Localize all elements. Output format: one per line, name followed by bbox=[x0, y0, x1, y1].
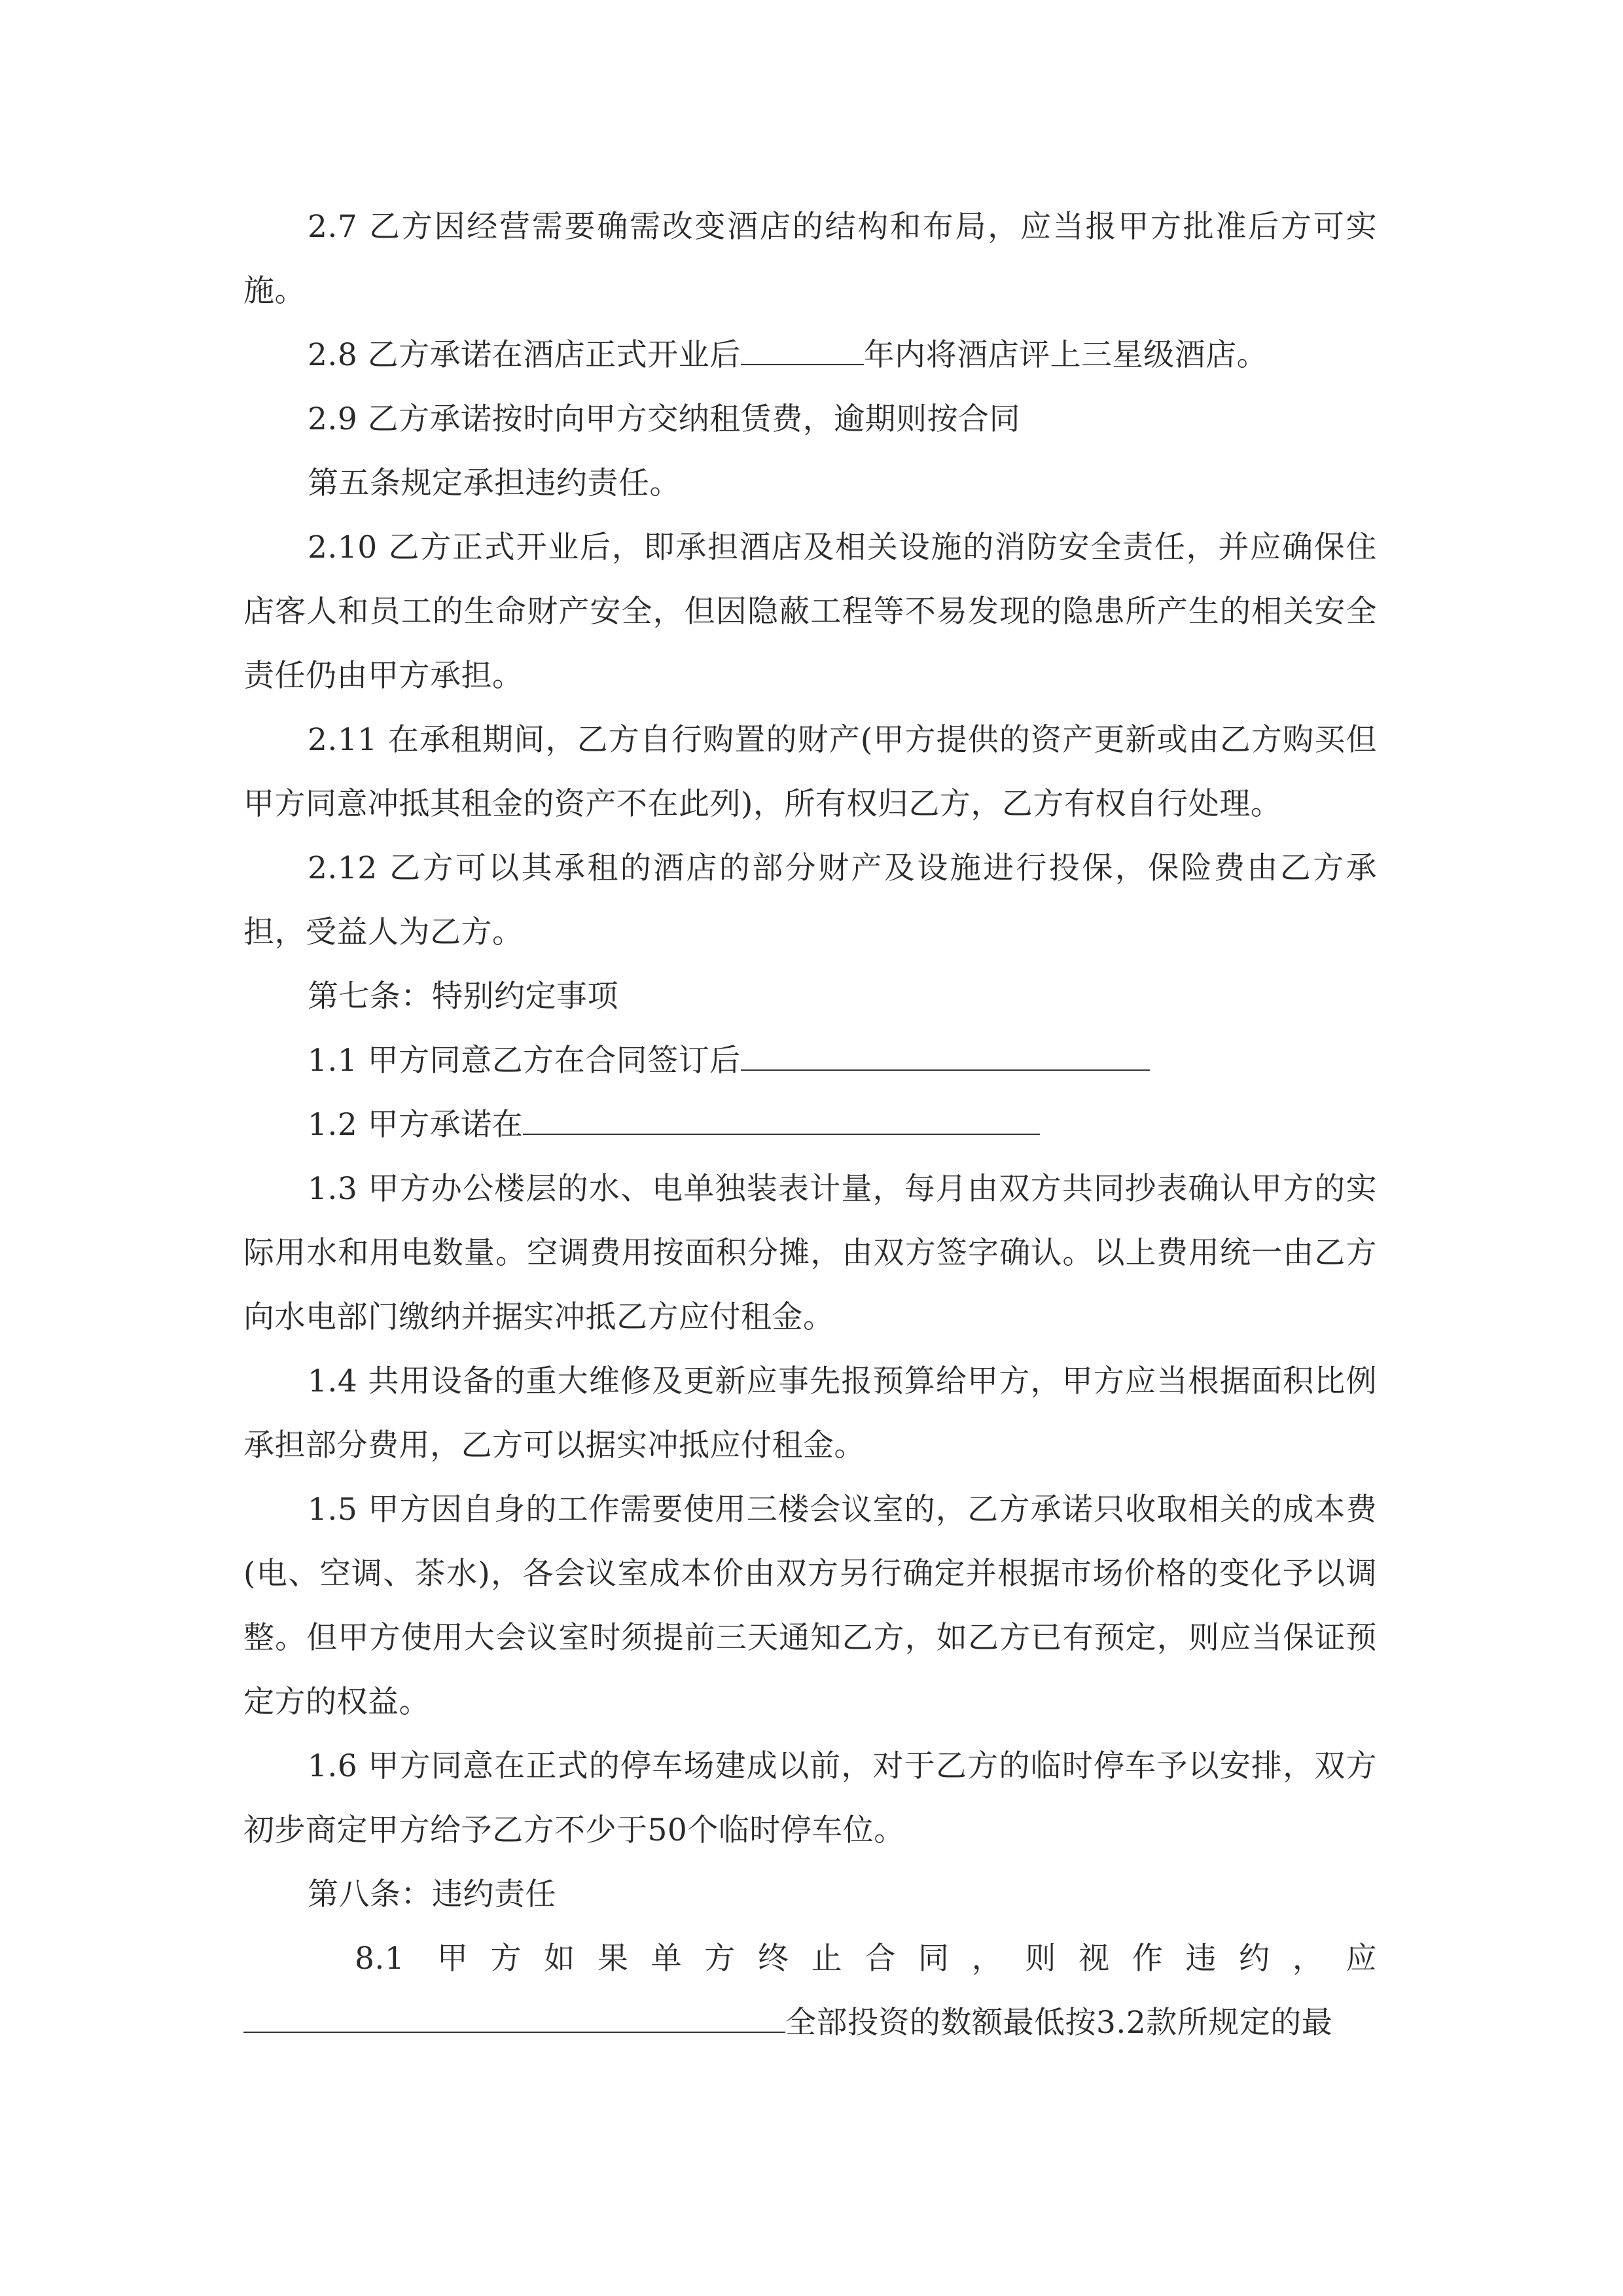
fill-in-blank-1-2[interactable] bbox=[523, 1107, 1040, 1135]
paragraph-2-10: 2.10 乙方正式开业后，即承担酒店及相关设施的消防安全责任，并应确保住店客人和员工的生命财产安全，但因隐蔽工程等不易发现的隐患所产生的相关安全责任仍由甲方承担。 bbox=[243, 529, 1377, 694]
fill-in-blank-1-1[interactable] bbox=[741, 1043, 1150, 1071]
fill-in-blank-8-1[interactable] bbox=[243, 2005, 785, 2033]
paragraph-8-1-continued bbox=[243, 1991, 1377, 2055]
paragraph-1-2-text: 1.2 甲方承诺在 bbox=[308, 1107, 524, 1143]
paragraph-2-9: 2.9 乙方承诺按时向甲方交纳租赁费，逾期则按合同 bbox=[308, 401, 1021, 437]
paragraph-1-3: 1.3 甲方办公楼层的水、电单独装表计量，每月由双方共同抄表确认甲方的实际用水和用电数量。空调费用按面积分摊，由双方签字确认。以上费用统一由乙方向水电部门缴纳并据实冲抵乙方应付租金。 bbox=[243, 1171, 1377, 1335]
paragraph-1-4: 1.4 共用设备的重大维修及更新应事先报预算给甲方，甲方应当根据面积比例承担部分费用，乙方可以据实冲抵应付租金。 bbox=[243, 1363, 1377, 1463]
paragraph-1-1 bbox=[243, 1029, 1377, 1093]
fill-in-blank-years[interactable] bbox=[741, 338, 864, 365]
paragraph-2-7: 2.7 乙方因经营需要确需改变酒店的结构和布局，应当报甲方批准后方可实施。 bbox=[243, 209, 1377, 309]
paragraph-8-1-continued-text: 全部投资的数额最低按3.2款所规定的最 bbox=[785, 2005, 1333, 2041]
heading-article-7: 第七条：特别约定事项 bbox=[308, 978, 618, 1014]
paragraph-2-12: 2.12 乙方可以其承租的酒店的部分财产及设施进行投保，保险费由乙方承担，受益人为乙方。 bbox=[243, 850, 1377, 950]
paragraph-2-8-text-b: 年内将酒店评上三星级酒店。 bbox=[863, 337, 1268, 373]
paragraph-2-8-text-a: 2.8 乙方承诺在酒店正式开业后 bbox=[308, 337, 741, 373]
paragraph-2-8 bbox=[243, 323, 1377, 387]
heading-article-8: 第八条：违约责任 bbox=[308, 1876, 556, 1912]
paragraph-1-5: 1.5 甲方因自身的工作需要使用三楼会议室的，乙方承诺只收取相关的成本费(电、空调、茶水)，各会议室成本价由双方另行确定并根据市场价格的变化予以调整。但甲方使用大会议室时须提前三天通知乙方，如乙方已有预定，则应当保证预定方的权益。 bbox=[243, 1492, 1377, 1720]
document-body bbox=[243, 195, 1377, 2055]
paragraph-1-2 bbox=[243, 1093, 1377, 1157]
paragraph-article-5-ref: 第五条规定承担违约责任。 bbox=[308, 465, 681, 501]
paragraph-1-1-text: 1.1 甲方同意乙方在合同签订后 bbox=[308, 1043, 741, 1079]
paragraph-2-11: 2.11 在承租期间，乙方自行购置的财产(甲方提供的资产更新或由乙方购买但甲方同意冲抵其租金的资产不在此列)，所有权归乙方，乙方有权自行处理。 bbox=[243, 722, 1377, 822]
paragraph-8-1: 8.1 甲方如果单方终止合同，则视作违约，应 bbox=[355, 1941, 1377, 1977]
paragraph-1-6: 1.6 甲方同意在正式的停车场建成以前，对于乙方的临时停车予以安排，双方初步商定甲方给予乙方不少于50个临时停车位。 bbox=[243, 1748, 1377, 1848]
